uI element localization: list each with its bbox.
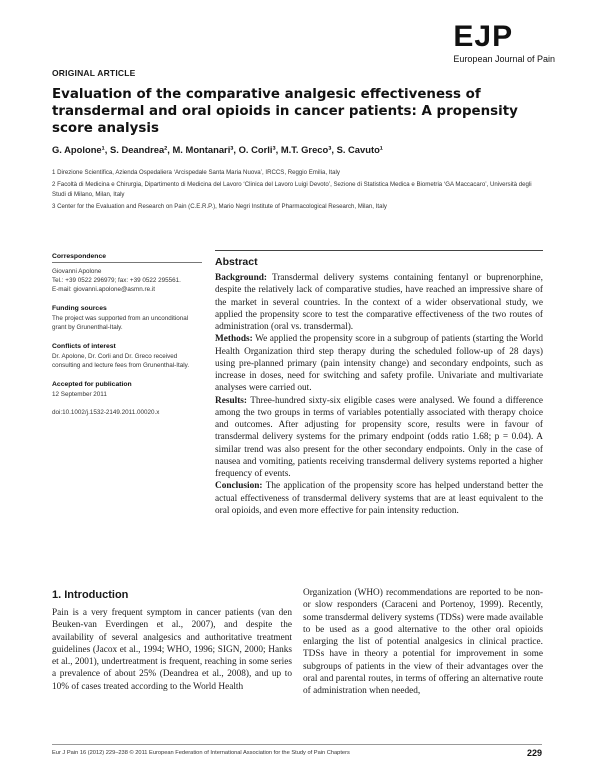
abstract-body — [215, 272, 543, 517]
conflicts-text: Dr. Apolone, Dr. Corli and Dr. Greco received consulting and lecture fees from Grunenthal-Italy. — [52, 353, 190, 369]
conclusion-text: The application of the propensity score has helped understand better the actual effectiveness of transdermal delivery systems that are at least equivalent to the oral opioids, and even more effective for pain intensity reduction. — [215, 481, 543, 516]
accepted-heading: Accepted for publication — [52, 381, 132, 388]
correspondence-heading: Correspondence — [52, 253, 107, 260]
correspondence-name: Giovanni Apolone — [52, 268, 102, 275]
author-list: G. Apolone¹, S. Deandrea², M. Montanari³, O. Corli³, M.T. Greco³, S. Cavuto¹ — [52, 144, 383, 155]
abstract-section — [215, 250, 543, 517]
results-text: Three-hundred sixty-six eligible cases were analysed. We found a difference among the two groups in terms of variables potentially associated with therapy choice and outcomes. After adjusting for propensity score, results were in favour of transdermal delivery systems for the primary endpoint (odds ratio 1.68; p = 0.04). A similar trend was also present for the other secondary endpoints. Only in the case of nausea and vomiting, patients receiving transdermal delivery systems reported a higher frequency of events. — [215, 395, 544, 479]
abstract-methods — [215, 333, 543, 394]
doi-link[interactable]: doi:10.1002/j.1532-2149.2011.00020.x — [52, 409, 160, 416]
sidebar-divider — [52, 262, 202, 263]
correspondence-phone: Tel.: +39 0522 296979; fax: +39 0522 295561. — [52, 277, 181, 284]
abstract-background — [215, 272, 543, 333]
abstract-heading: Abstract — [215, 256, 258, 268]
abstract-results — [215, 395, 543, 481]
affiliation-1: 1 Direzione Scientifica, Azienda Ospedaliera ‘Arcispedale Santa Maria Nuova’, IRCCS, Reggio Emilia, Italy — [52, 169, 340, 176]
funding-text: The project was supported from an unconditional grant by Grunenthal-Italy. — [52, 315, 189, 331]
intro-column-left — [52, 607, 292, 693]
methods-text: We applied the propensity score in a subgroup of patients (starting the World Health Organization third step therapy during the scheduled follow-up of 28 days) using pre-planned primary (pain intensity change) and secondary endpoints, such as increase in doses, need for switching and safety profile. Univariate and multivariate analyses were carried out. — [215, 334, 544, 394]
methods-label: Methods: — [215, 334, 253, 345]
results-label: Results: — [215, 395, 248, 406]
page-footer — [52, 750, 542, 756]
affiliation-3: 3 Center for the Evaluation and Research on Pain (C.E.R.P.), Mario Negri Institute of Pharmacological Research, Milan, Italy — [52, 203, 387, 210]
article-type: ORIGINAL ARTICLE — [52, 68, 136, 78]
journal-logo-mark: EJP — [453, 20, 514, 53]
journal-logo — [453, 22, 555, 64]
accepted-date: 12 September 2011 — [52, 391, 107, 398]
affiliation-2: 2 Facoltà di Medicina e Chirurgia, Dipartimento di Medicina del Lavoro ‘Clinica del Lavoro Luigi Devoto’, Sezione di Statistica Medica e Biometria ‘GA Maccacaro’, Università degli Studi di Milano, Milan, Italy — [52, 181, 532, 198]
footer-citation: Eur J Pain 16 (2012) 229–238 © 2011 European Federation of International Association for the Study of Pain Chapters — [52, 750, 350, 756]
funding-heading: Funding sources — [52, 305, 107, 312]
introduction-heading: 1. Introduction — [52, 589, 129, 601]
conclusion-label: Conclusion: — [215, 481, 263, 492]
footer-rule — [52, 744, 542, 745]
journal-name: European Journal of Pain — [453, 54, 555, 64]
abstract-conclusion — [215, 480, 543, 517]
intro-column-right — [303, 587, 543, 698]
background-label: Background: — [215, 273, 268, 283]
page-number: 229 — [526, 748, 542, 758]
conflicts-heading: Conflicts of interest — [52, 343, 116, 350]
intro-right-text: Organization (WHO) recommendations are reported to be non- or slow responders (Caraceni and Portenoy, 1999). Recently, some transdermal delivery systems (TDSs) were made available to be used as a good alternative to the other oral opioids enlarging the list of potential analgesics in clinical practice. TDSs have in theory a potential for improvement in some subgroups of patients in the view of their advantages over the oral and parental routes, in terms of offering an alternative route of administration when needed, — [303, 588, 543, 697]
correspondence-email[interactable]: E-mail: giovanni.apolone@asmn.re.it — [52, 286, 155, 293]
background-text: Transdermal delivery systems containing fentanyl or buprenorphine, despite the relatively lack of comparative studies, have reached an impressive share of the market in several countries. In the context of a wider observational study, we applied the propensity score to test the comparative effectiveness of the two routes of administration (oral vs. transdermal). — [215, 273, 543, 332]
abstract-top-rule — [215, 250, 543, 251]
article-title: Evaluation of the comparative analgesic effectiveness of transdermal and oral opioids in cancer patients: A propensity score analysis — [52, 87, 518, 136]
intro-left-text: Pain is a very frequent symptom in cancer patients (van den Beuken-van Everdingen et al., 2007), and despite the availability of several analgesics and authoritative treatment guidelines (Jacox et al., 1994; WHO, 1996; SIGN, 2000; Hanks et al., 2001), undertreatment is frequent, reaching in some series a prevalence of about 25% (Deandrea et al., 2008), and up to 10% of cases treated according to the World Health — [52, 608, 292, 692]
article-sidebar — [52, 252, 202, 417]
affiliations — [52, 168, 542, 214]
